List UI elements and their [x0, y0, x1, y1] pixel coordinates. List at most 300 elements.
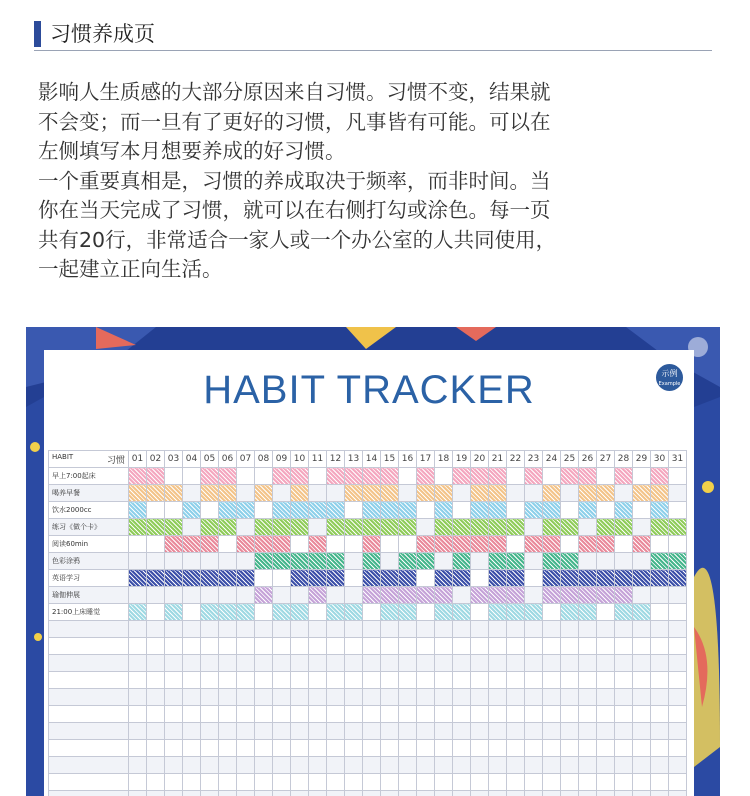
habit-day-cell[interactable] [543, 587, 561, 604]
habit-day-cell[interactable] [219, 621, 237, 638]
habit-day-cell[interactable] [507, 570, 525, 587]
habit-day-cell[interactable] [489, 519, 507, 536]
habit-day-cell[interactable] [417, 587, 435, 604]
habit-day-cell[interactable] [219, 570, 237, 587]
habit-day-cell[interactable] [237, 604, 255, 621]
habit-day-cell[interactable] [255, 485, 273, 502]
habit-day-cell[interactable] [363, 723, 381, 740]
habit-day-cell[interactable] [291, 621, 309, 638]
habit-day-cell[interactable] [417, 570, 435, 587]
habit-day-cell[interactable] [471, 502, 489, 519]
habit-day-cell[interactable] [201, 723, 219, 740]
habit-day-cell[interactable] [507, 468, 525, 485]
habit-day-cell[interactable] [201, 672, 219, 689]
habit-day-cell[interactable] [669, 604, 687, 621]
habit-day-cell[interactable] [201, 706, 219, 723]
habit-day-cell[interactable] [453, 655, 471, 672]
habit-day-cell[interactable] [327, 553, 345, 570]
habit-day-cell[interactable] [633, 638, 651, 655]
habit-day-cell[interactable] [219, 689, 237, 706]
habit-day-cell[interactable] [273, 604, 291, 621]
habit-day-cell[interactable] [417, 502, 435, 519]
habit-day-cell[interactable] [633, 553, 651, 570]
habit-day-cell[interactable] [273, 706, 291, 723]
habit-day-cell[interactable] [615, 468, 633, 485]
habit-day-cell[interactable] [165, 485, 183, 502]
habit-day-cell[interactable] [579, 468, 597, 485]
habit-day-cell[interactable] [345, 553, 363, 570]
habit-day-cell[interactable] [633, 536, 651, 553]
habit-day-cell[interactable] [525, 502, 543, 519]
habit-day-cell[interactable] [345, 519, 363, 536]
habit-day-cell[interactable] [309, 638, 327, 655]
habit-day-cell[interactable] [327, 468, 345, 485]
habit-day-cell[interactable] [381, 485, 399, 502]
habit-day-cell[interactable] [237, 485, 255, 502]
habit-day-cell[interactable] [237, 536, 255, 553]
habit-day-cell[interactable] [183, 689, 201, 706]
habit-day-cell[interactable] [633, 587, 651, 604]
habit-day-cell[interactable] [399, 757, 417, 774]
habit-day-cell[interactable] [381, 672, 399, 689]
habit-day-cell[interactable] [273, 791, 291, 796]
habit-day-cell[interactable] [507, 621, 525, 638]
habit-day-cell[interactable] [309, 570, 327, 587]
habit-day-cell[interactable] [201, 587, 219, 604]
habit-day-cell[interactable] [561, 757, 579, 774]
habit-day-cell[interactable] [237, 740, 255, 757]
habit-day-cell[interactable] [651, 604, 669, 621]
habit-day-cell[interactable] [579, 570, 597, 587]
habit-day-cell[interactable] [543, 706, 561, 723]
habit-day-cell[interactable] [579, 655, 597, 672]
habit-day-cell[interactable] [561, 485, 579, 502]
habit-day-cell[interactable] [147, 791, 165, 796]
habit-day-cell[interactable] [381, 553, 399, 570]
habit-day-cell[interactable] [597, 740, 615, 757]
habit-day-cell[interactable] [471, 655, 489, 672]
habit-day-cell[interactable] [273, 553, 291, 570]
habit-day-cell[interactable] [165, 553, 183, 570]
habit-day-cell[interactable] [651, 740, 669, 757]
habit-day-cell[interactable] [345, 791, 363, 796]
habit-day-cell[interactable] [399, 689, 417, 706]
habit-day-cell[interactable] [327, 485, 345, 502]
habit-day-cell[interactable] [597, 536, 615, 553]
habit-day-cell[interactable] [507, 604, 525, 621]
habit-day-cell[interactable] [165, 689, 183, 706]
habit-day-cell[interactable] [543, 791, 561, 796]
habit-day-cell[interactable] [417, 706, 435, 723]
habit-day-cell[interactable] [579, 774, 597, 791]
habit-day-cell[interactable] [525, 468, 543, 485]
habit-day-cell[interactable] [669, 570, 687, 587]
habit-day-cell[interactable] [183, 502, 201, 519]
habit-day-cell[interactable] [345, 723, 363, 740]
habit-day-cell[interactable] [273, 638, 291, 655]
habit-day-cell[interactable] [417, 485, 435, 502]
habit-day-cell[interactable] [615, 723, 633, 740]
habit-day-cell[interactable] [273, 536, 291, 553]
habit-day-cell[interactable] [309, 791, 327, 796]
habit-day-cell[interactable] [327, 723, 345, 740]
habit-day-cell[interactable] [579, 604, 597, 621]
habit-day-cell[interactable] [471, 621, 489, 638]
habit-day-cell[interactable] [129, 723, 147, 740]
habit-day-cell[interactable] [417, 723, 435, 740]
habit-day-cell[interactable] [489, 757, 507, 774]
habit-day-cell[interactable] [327, 536, 345, 553]
habit-day-cell[interactable] [381, 519, 399, 536]
habit-day-cell[interactable] [651, 468, 669, 485]
habit-day-cell[interactable] [309, 502, 327, 519]
habit-name-blank[interactable] [49, 774, 129, 791]
habit-day-cell[interactable] [669, 706, 687, 723]
habit-day-cell[interactable] [327, 655, 345, 672]
habit-day-cell[interactable] [543, 638, 561, 655]
habit-day-cell[interactable] [381, 536, 399, 553]
habit-day-cell[interactable] [489, 723, 507, 740]
habit-name-blank[interactable] [49, 689, 129, 706]
habit-day-cell[interactable] [525, 723, 543, 740]
habit-day-cell[interactable] [651, 638, 669, 655]
habit-day-cell[interactable] [597, 655, 615, 672]
habit-day-cell[interactable] [651, 485, 669, 502]
habit-day-cell[interactable] [561, 638, 579, 655]
habit-day-cell[interactable] [165, 740, 183, 757]
habit-day-cell[interactable] [615, 502, 633, 519]
habit-day-cell[interactable] [147, 468, 165, 485]
habit-day-cell[interactable] [291, 638, 309, 655]
habit-day-cell[interactable] [147, 536, 165, 553]
habit-day-cell[interactable] [471, 723, 489, 740]
habit-day-cell[interactable] [453, 536, 471, 553]
habit-day-cell[interactable] [309, 740, 327, 757]
habit-day-cell[interactable] [255, 706, 273, 723]
habit-day-cell[interactable] [561, 468, 579, 485]
habit-name[interactable]: 21:00上床睡觉 [49, 604, 129, 621]
habit-day-cell[interactable] [561, 604, 579, 621]
habit-day-cell[interactable] [345, 689, 363, 706]
habit-day-cell[interactable] [453, 706, 471, 723]
habit-day-cell[interactable] [165, 604, 183, 621]
habit-day-cell[interactable] [489, 672, 507, 689]
habit-day-cell[interactable] [165, 706, 183, 723]
habit-day-cell[interactable] [525, 587, 543, 604]
habit-day-cell[interactable] [183, 706, 201, 723]
habit-day-cell[interactable] [201, 536, 219, 553]
habit-day-cell[interactable] [183, 621, 201, 638]
habit-day-cell[interactable] [309, 468, 327, 485]
habit-day-cell[interactable] [237, 519, 255, 536]
habit-day-cell[interactable] [651, 536, 669, 553]
habit-name-blank[interactable] [49, 723, 129, 740]
habit-day-cell[interactable] [489, 587, 507, 604]
habit-day-cell[interactable] [471, 689, 489, 706]
habit-day-cell[interactable] [219, 485, 237, 502]
habit-day-cell[interactable] [435, 655, 453, 672]
habit-day-cell[interactable] [435, 689, 453, 706]
habit-day-cell[interactable] [453, 468, 471, 485]
habit-day-cell[interactable] [453, 502, 471, 519]
habit-day-cell[interactable] [597, 706, 615, 723]
habit-day-cell[interactable] [129, 570, 147, 587]
habit-day-cell[interactable] [363, 655, 381, 672]
habit-day-cell[interactable] [561, 706, 579, 723]
habit-day-cell[interactable] [273, 723, 291, 740]
habit-day-cell[interactable] [201, 621, 219, 638]
habit-day-cell[interactable] [201, 485, 219, 502]
habit-day-cell[interactable] [183, 519, 201, 536]
habit-day-cell[interactable] [597, 757, 615, 774]
habit-day-cell[interactable] [165, 468, 183, 485]
habit-day-cell[interactable] [399, 570, 417, 587]
habit-day-cell[interactable] [291, 689, 309, 706]
habit-day-cell[interactable] [435, 468, 453, 485]
habit-day-cell[interactable] [129, 672, 147, 689]
habit-day-cell[interactable] [507, 672, 525, 689]
habit-day-cell[interactable] [309, 655, 327, 672]
habit-day-cell[interactable] [651, 502, 669, 519]
habit-day-cell[interactable] [543, 655, 561, 672]
habit-day-cell[interactable] [345, 672, 363, 689]
habit-day-cell[interactable] [435, 638, 453, 655]
habit-day-cell[interactable] [237, 655, 255, 672]
habit-day-cell[interactable] [363, 672, 381, 689]
habit-day-cell[interactable] [543, 485, 561, 502]
habit-day-cell[interactable] [615, 536, 633, 553]
habit-day-cell[interactable] [435, 570, 453, 587]
habit-day-cell[interactable] [399, 468, 417, 485]
habit-day-cell[interactable] [417, 689, 435, 706]
habit-day-cell[interactable] [507, 791, 525, 796]
habit-day-cell[interactable] [597, 502, 615, 519]
habit-day-cell[interactable] [543, 774, 561, 791]
habit-day-cell[interactable] [219, 774, 237, 791]
habit-day-cell[interactable] [651, 621, 669, 638]
habit-day-cell[interactable] [417, 757, 435, 774]
habit-day-cell[interactable] [615, 621, 633, 638]
habit-day-cell[interactable] [273, 621, 291, 638]
habit-day-cell[interactable] [489, 604, 507, 621]
habit-day-cell[interactable] [399, 485, 417, 502]
habit-day-cell[interactable] [183, 485, 201, 502]
habit-day-cell[interactable] [525, 485, 543, 502]
habit-day-cell[interactable] [273, 672, 291, 689]
habit-day-cell[interactable] [525, 706, 543, 723]
habit-day-cell[interactable] [507, 757, 525, 774]
habit-day-cell[interactable] [651, 689, 669, 706]
habit-name-blank[interactable] [49, 672, 129, 689]
habit-day-cell[interactable] [543, 604, 561, 621]
habit-day-cell[interactable] [237, 587, 255, 604]
habit-day-cell[interactable] [201, 689, 219, 706]
habit-day-cell[interactable] [453, 689, 471, 706]
habit-day-cell[interactable] [579, 672, 597, 689]
habit-day-cell[interactable] [165, 672, 183, 689]
habit-day-cell[interactable] [435, 740, 453, 757]
habit-day-cell[interactable] [219, 587, 237, 604]
habit-day-cell[interactable] [309, 672, 327, 689]
habit-day-cell[interactable] [147, 655, 165, 672]
habit-day-cell[interactable] [399, 655, 417, 672]
habit-day-cell[interactable] [471, 468, 489, 485]
habit-day-cell[interactable] [633, 689, 651, 706]
habit-day-cell[interactable] [255, 536, 273, 553]
habit-day-cell[interactable] [165, 757, 183, 774]
habit-day-cell[interactable] [435, 791, 453, 796]
habit-day-cell[interactable] [327, 791, 345, 796]
habit-day-cell[interactable] [183, 672, 201, 689]
habit-day-cell[interactable] [471, 553, 489, 570]
habit-day-cell[interactable] [543, 621, 561, 638]
habit-day-cell[interactable] [345, 485, 363, 502]
habit-day-cell[interactable] [435, 723, 453, 740]
habit-day-cell[interactable] [633, 723, 651, 740]
habit-day-cell[interactable] [615, 689, 633, 706]
habit-day-cell[interactable] [291, 587, 309, 604]
habit-day-cell[interactable] [255, 655, 273, 672]
habit-day-cell[interactable] [309, 723, 327, 740]
habit-day-cell[interactable] [201, 740, 219, 757]
habit-day-cell[interactable] [525, 570, 543, 587]
habit-day-cell[interactable] [507, 485, 525, 502]
habit-day-cell[interactable] [327, 740, 345, 757]
habit-day-cell[interactable] [561, 740, 579, 757]
habit-day-cell[interactable] [183, 740, 201, 757]
habit-day-cell[interactable] [597, 672, 615, 689]
habit-day-cell[interactable] [489, 689, 507, 706]
habit-day-cell[interactable] [669, 485, 687, 502]
habit-day-cell[interactable] [165, 774, 183, 791]
habit-day-cell[interactable] [525, 655, 543, 672]
habit-day-cell[interactable] [165, 536, 183, 553]
habit-day-cell[interactable] [291, 791, 309, 796]
habit-day-cell[interactable] [669, 638, 687, 655]
habit-day-cell[interactable] [561, 655, 579, 672]
habit-day-cell[interactable] [507, 689, 525, 706]
habit-name[interactable]: 英语学习 [49, 570, 129, 587]
habit-day-cell[interactable] [561, 723, 579, 740]
habit-day-cell[interactable] [597, 689, 615, 706]
habit-day-cell[interactable] [381, 757, 399, 774]
habit-day-cell[interactable] [507, 655, 525, 672]
habit-day-cell[interactable] [471, 485, 489, 502]
habit-day-cell[interactable] [597, 638, 615, 655]
habit-day-cell[interactable] [363, 570, 381, 587]
habit-day-cell[interactable] [561, 791, 579, 796]
habit-day-cell[interactable] [489, 655, 507, 672]
habit-day-cell[interactable] [291, 502, 309, 519]
habit-day-cell[interactable] [507, 740, 525, 757]
habit-day-cell[interactable] [543, 553, 561, 570]
habit-day-cell[interactable] [489, 774, 507, 791]
habit-day-cell[interactable] [129, 519, 147, 536]
habit-day-cell[interactable] [165, 502, 183, 519]
habit-day-cell[interactable] [147, 774, 165, 791]
habit-day-cell[interactable] [183, 757, 201, 774]
habit-day-cell[interactable] [417, 638, 435, 655]
habit-day-cell[interactable] [543, 723, 561, 740]
habit-day-cell[interactable] [615, 774, 633, 791]
habit-day-cell[interactable] [129, 553, 147, 570]
habit-day-cell[interactable] [129, 621, 147, 638]
habit-day-cell[interactable] [489, 468, 507, 485]
habit-day-cell[interactable] [597, 621, 615, 638]
habit-day-cell[interactable] [129, 502, 147, 519]
habit-day-cell[interactable] [291, 706, 309, 723]
habit-day-cell[interactable] [597, 604, 615, 621]
habit-day-cell[interactable] [237, 638, 255, 655]
habit-day-cell[interactable] [489, 638, 507, 655]
habit-day-cell[interactable] [147, 638, 165, 655]
habit-day-cell[interactable] [291, 740, 309, 757]
habit-day-cell[interactable] [363, 621, 381, 638]
habit-day-cell[interactable] [273, 740, 291, 757]
habit-day-cell[interactable] [417, 791, 435, 796]
habit-name-blank[interactable] [49, 791, 129, 796]
habit-day-cell[interactable] [417, 536, 435, 553]
habit-day-cell[interactable] [597, 553, 615, 570]
habit-day-cell[interactable] [201, 553, 219, 570]
habit-day-cell[interactable] [597, 723, 615, 740]
habit-day-cell[interactable] [255, 621, 273, 638]
habit-day-cell[interactable] [453, 791, 471, 796]
habit-day-cell[interactable] [381, 570, 399, 587]
habit-name-blank[interactable] [49, 655, 129, 672]
habit-day-cell[interactable] [183, 638, 201, 655]
habit-day-cell[interactable] [183, 655, 201, 672]
habit-day-cell[interactable] [201, 570, 219, 587]
habit-day-cell[interactable] [165, 519, 183, 536]
habit-day-cell[interactable] [417, 621, 435, 638]
habit-day-cell[interactable] [147, 502, 165, 519]
habit-day-cell[interactable] [147, 689, 165, 706]
habit-day-cell[interactable] [273, 757, 291, 774]
habit-day-cell[interactable] [219, 791, 237, 796]
habit-day-cell[interactable] [165, 621, 183, 638]
habit-day-cell[interactable] [399, 791, 417, 796]
habit-day-cell[interactable] [633, 791, 651, 796]
habit-day-cell[interactable] [417, 519, 435, 536]
habit-day-cell[interactable] [597, 519, 615, 536]
habit-day-cell[interactable] [381, 774, 399, 791]
habit-day-cell[interactable] [165, 655, 183, 672]
habit-day-cell[interactable] [561, 536, 579, 553]
habit-day-cell[interactable] [489, 621, 507, 638]
habit-day-cell[interactable] [651, 774, 669, 791]
habit-day-cell[interactable] [615, 553, 633, 570]
habit-day-cell[interactable] [273, 468, 291, 485]
habit-day-cell[interactable] [291, 536, 309, 553]
habit-day-cell[interactable] [579, 689, 597, 706]
habit-day-cell[interactable] [561, 672, 579, 689]
habit-day-cell[interactable] [345, 706, 363, 723]
habit-day-cell[interactable] [453, 723, 471, 740]
habit-day-cell[interactable] [327, 774, 345, 791]
habit-day-cell[interactable] [183, 553, 201, 570]
habit-day-cell[interactable] [273, 519, 291, 536]
habit-day-cell[interactable] [453, 757, 471, 774]
habit-day-cell[interactable] [219, 536, 237, 553]
habit-day-cell[interactable] [201, 791, 219, 796]
habit-day-cell[interactable] [543, 468, 561, 485]
habit-day-cell[interactable] [381, 502, 399, 519]
habit-day-cell[interactable] [633, 485, 651, 502]
habit-day-cell[interactable] [543, 740, 561, 757]
habit-day-cell[interactable] [345, 638, 363, 655]
habit-day-cell[interactable] [327, 621, 345, 638]
